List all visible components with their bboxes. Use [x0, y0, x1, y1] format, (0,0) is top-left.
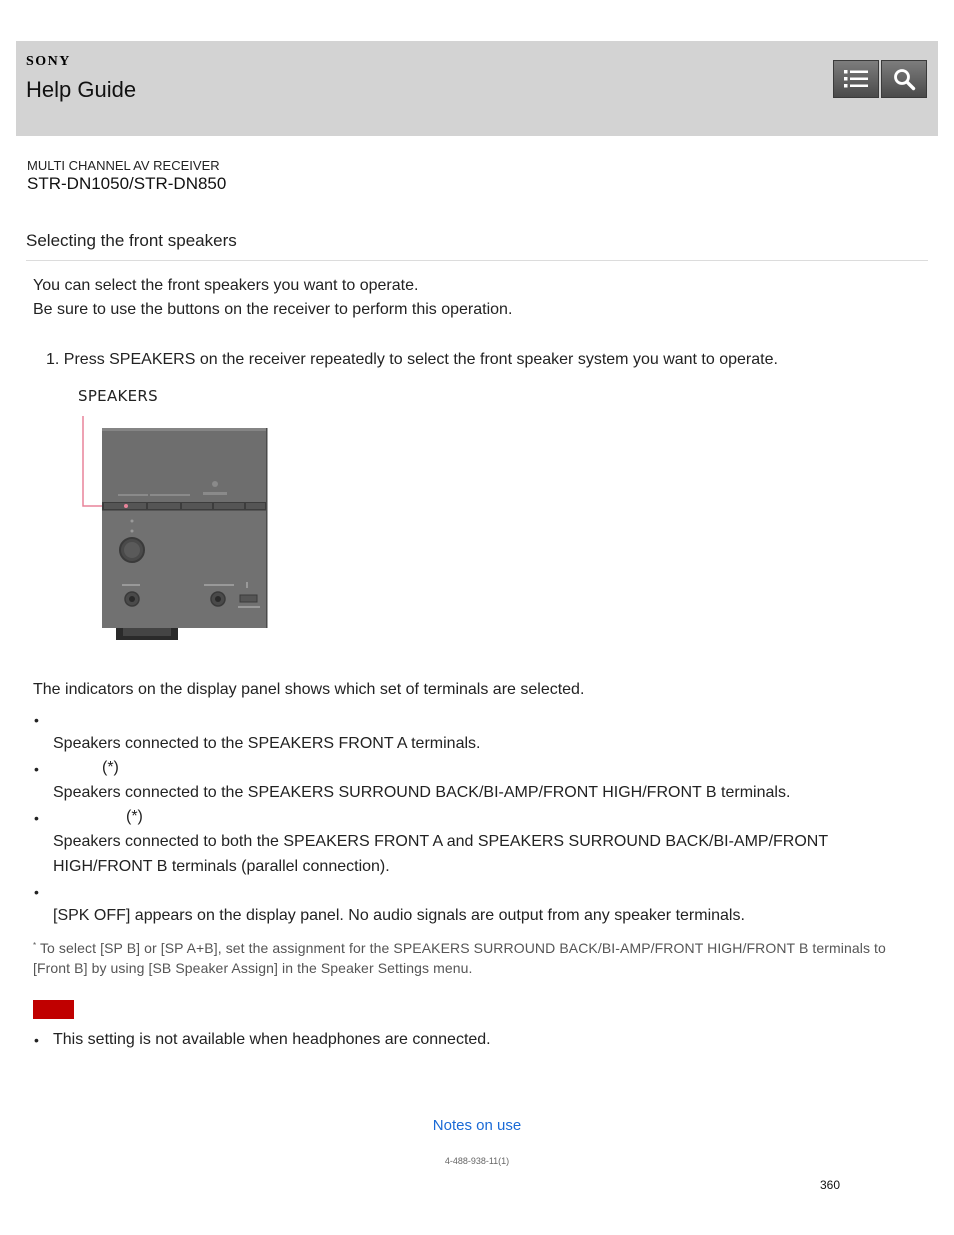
bullet-marker: •	[34, 1032, 39, 1048]
bullet-marker: •	[34, 884, 39, 900]
list-icon	[843, 68, 869, 90]
receiver-illustration	[78, 408, 270, 644]
intro-line-1: You can select the front speakers you want to operate.	[33, 277, 419, 294]
footnote-text: To select [SP B] or [SP A+B], set the assignment for the SPEAKERS SURROUND BACK/BI-AMP/FRONT HIGH/FRONT B terminals to [Front B] by using [SB Speaker Assign] in the Speaker Settings menu.	[33, 940, 886, 976]
footnote-mark: *	[33, 941, 37, 950]
brand-logo: SONY	[26, 54, 71, 69]
option-footnote-mark: (*)	[126, 808, 143, 825]
notes-on-use-link-text[interactable]: Notes on use	[432, 1117, 522, 1134]
page-title: Selecting the front speakers	[26, 231, 237, 250]
note-item: This setting is not available when headphones are connected.	[53, 1031, 491, 1048]
page-number: 360	[820, 1178, 841, 1192]
product-category: MULTI CHANNEL AV RECEIVER	[27, 158, 220, 173]
step-1: 1. Press SPEAKERS on the receiver repeatedly to select the front speaker system you want to operate.	[46, 351, 778, 368]
footnote	[33, 938, 893, 978]
search-icon	[892, 67, 916, 91]
note-badge	[33, 1000, 74, 1019]
bullet-marker: •	[34, 810, 39, 826]
option-description: Speakers connected to both the SPEAKERS FRONT A and SPEAKERS SURROUND BACK/BI-AMP/FRONT HIGH/FRONT B terminals (parallel connection).	[53, 833, 828, 875]
intro-line-2: Be sure to use the buttons on the receiver to perform this operation.	[33, 301, 513, 318]
bullet-marker: •	[34, 761, 39, 777]
header-bar	[16, 41, 938, 136]
illustration-label: SPEAKERS	[78, 387, 158, 405]
product-model: STR-DN1050/STR-DN850	[27, 174, 227, 193]
document-code: 4-488-938-11(1)	[444, 1156, 510, 1166]
notes-on-use-link[interactable]	[0, 1117, 954, 1134]
title-divider	[26, 260, 928, 261]
option-description: Speakers connected to the SPEAKERS FRONT A terminals.	[53, 735, 481, 752]
help-guide-title[interactable]: Help Guide	[26, 77, 137, 102]
option-footnote-mark: (*)	[102, 759, 119, 776]
indicator-intro: The indicators on the display panel shows which set of terminals are selected.	[33, 681, 585, 698]
option-description: Speakers connected to the SPEAKERS SURROUND BACK/BI-AMP/FRONT HIGH/FRONT B terminals.	[53, 784, 791, 801]
option-description: [SPK OFF] appears on the display panel. No audio signals are output from any speaker terminals.	[53, 907, 745, 924]
search-button[interactable]	[881, 60, 927, 98]
bullet-marker: •	[34, 712, 39, 728]
toc-button[interactable]	[833, 60, 879, 98]
